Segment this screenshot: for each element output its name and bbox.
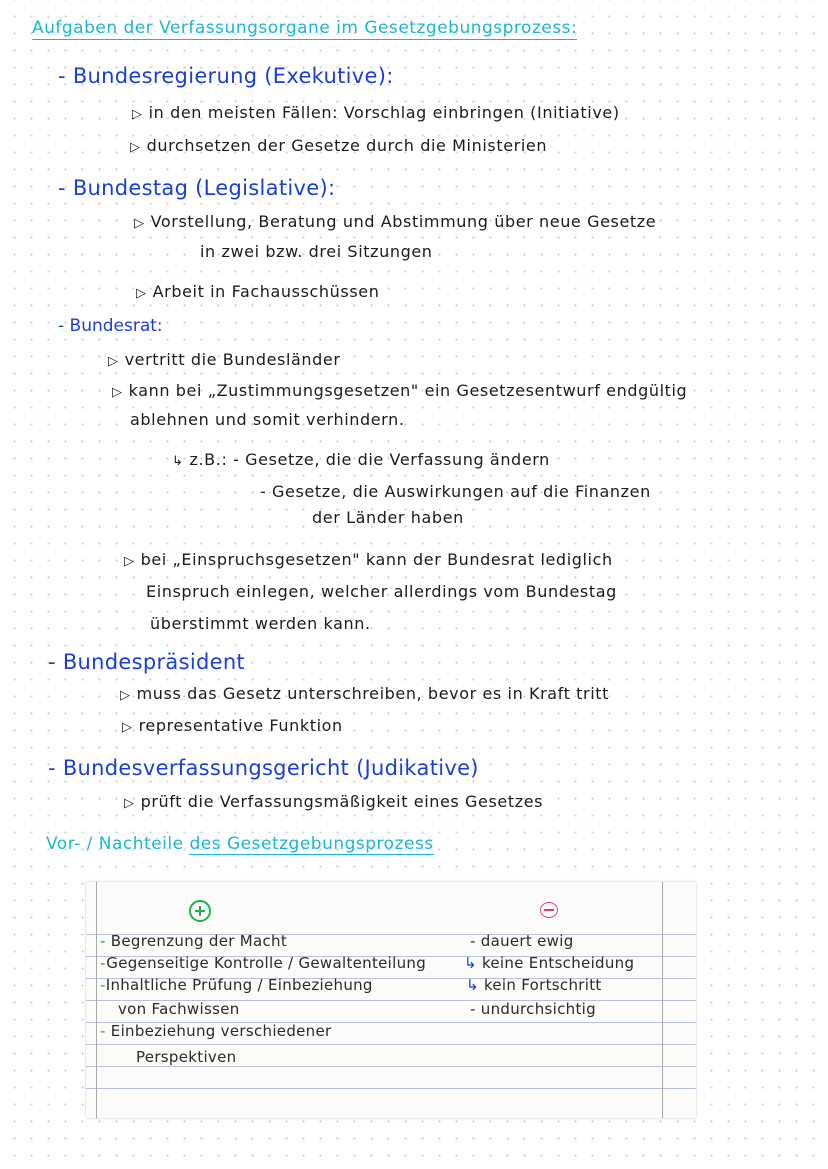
bullet-durchsetzen: ▷ durchsetzen der Gesetze durch die Ministerien	[130, 136, 548, 155]
ruled-line	[86, 1066, 696, 1067]
pro-item: -Inhaltliche Prüfung / Einbeziehung	[100, 976, 373, 994]
arrow-right-icon: ▷	[134, 216, 145, 231]
arrow-right-icon: ▷	[112, 385, 123, 400]
margin-line-right	[662, 882, 663, 1118]
con-item: - dauert ewig	[470, 932, 574, 950]
arrow-right-icon: ▷	[132, 107, 143, 122]
con-item: - undurchsichtig	[470, 1000, 596, 1018]
page-title: Aufgaben der Verfassungsorgane im Gesetzgebungsprozess:	[32, 18, 578, 38]
text-laender: der Länder haben	[312, 508, 464, 527]
sub-bullet-verfassung: ↳ z.B.: - Gesetze, die die Verfassung ändern	[172, 450, 550, 469]
ruled-line	[86, 1088, 696, 1089]
text-auswirkungen: - Gesetze, die Auswirkungen auf die Finanzen	[260, 482, 651, 501]
text-ueberstimmt: überstimmt werden kann.	[150, 614, 371, 633]
bullet-verfassungsmaessigkeit: ▷ prüft die Verfassungsmäßigkeit eines Gesetzes	[124, 792, 544, 811]
text-ablehnen: ablehnen und somit verhindern.	[130, 410, 405, 429]
pro-item: - Begrenzung der Macht	[100, 932, 288, 950]
bullet-arbeit: ▷ Arbeit in Fachausschüssen	[136, 282, 380, 301]
arrow-right-icon: ▷	[122, 720, 133, 735]
pro-item-continued: Perspektiven	[136, 1048, 237, 1066]
text-sitzungen: in zwei bzw. drei Sitzungen	[200, 242, 433, 261]
arrow-right-icon: ▷	[120, 688, 131, 703]
bullet-einspruch: ▷ bei „Einspruchsgesetzen" kann der Bundesrat lediglich	[124, 550, 613, 569]
arrow-right-icon: ▷	[124, 796, 135, 811]
bullet-vertritt: ▷ vertritt die Bundesländer	[108, 350, 341, 369]
bullet-funktion: ▷ representative Funktion	[122, 716, 343, 735]
pro-item-continued: von Fachwissen	[118, 1000, 240, 1018]
bullet-vorstellung: ▷ Vorstellung, Beratung und Abstimmung über neue Gesetze	[134, 212, 657, 231]
heading-bundesverfassungsgericht: - Bundesverfassungsgericht (Judikative)	[48, 756, 479, 780]
arrow-right-icon: ▷	[130, 140, 141, 155]
margin-line-left	[96, 882, 97, 1118]
bullet-initiative: ▷ in den meisten Fällen: Vorschlag einbringen (Initiative)	[132, 103, 620, 122]
arrow-right-icon: ▷	[108, 354, 119, 369]
arrow-right-icon: ▷	[124, 554, 135, 569]
pro-item: - Einbeziehung verschiedener	[100, 1022, 332, 1040]
ruled-line	[86, 1044, 696, 1045]
subtitle-vor-nachteile: Vor- / Nachteile des Gesetzgebungsprozess	[46, 834, 434, 854]
corner-arrow-icon: ↳	[464, 954, 477, 972]
heading-bundesregierung: - Bundesregierung (Exekutive):	[58, 64, 394, 88]
heading-bundespraesident: - Bundespräsident	[48, 650, 245, 674]
bullet-unterschreiben: ▷ muss das Gesetz unterschreiben, bevor es in Kraft tritt	[120, 684, 610, 703]
pro-item: -Gegenseitige Kontrolle / Gewaltenteilung	[100, 954, 427, 972]
con-item: ↳ kein Fortschritt	[466, 976, 602, 994]
heading-bundesrat: - Bundesrat:	[58, 316, 163, 336]
arrow-right-icon: ▷	[136, 286, 147, 301]
corner-arrow-icon: ↳	[466, 976, 479, 994]
corner-arrow-icon: ↳	[172, 454, 184, 469]
plus-circle-icon	[189, 900, 211, 922]
heading-bundestag: - Bundestag (Legislative):	[58, 176, 336, 200]
text-einspruch-einlegen: Einspruch einlegen, welcher allerdings vom Bundestag	[146, 582, 617, 601]
con-item: ↳ keine Entscheidung	[464, 954, 635, 972]
bullet-zustimmung: ▷ kann bei „Zustimmungsgesetzen" ein Gesetzesentwurf endgültig	[112, 381, 688, 400]
minus-circle-icon	[540, 902, 558, 918]
pros-cons-table	[86, 882, 696, 1118]
